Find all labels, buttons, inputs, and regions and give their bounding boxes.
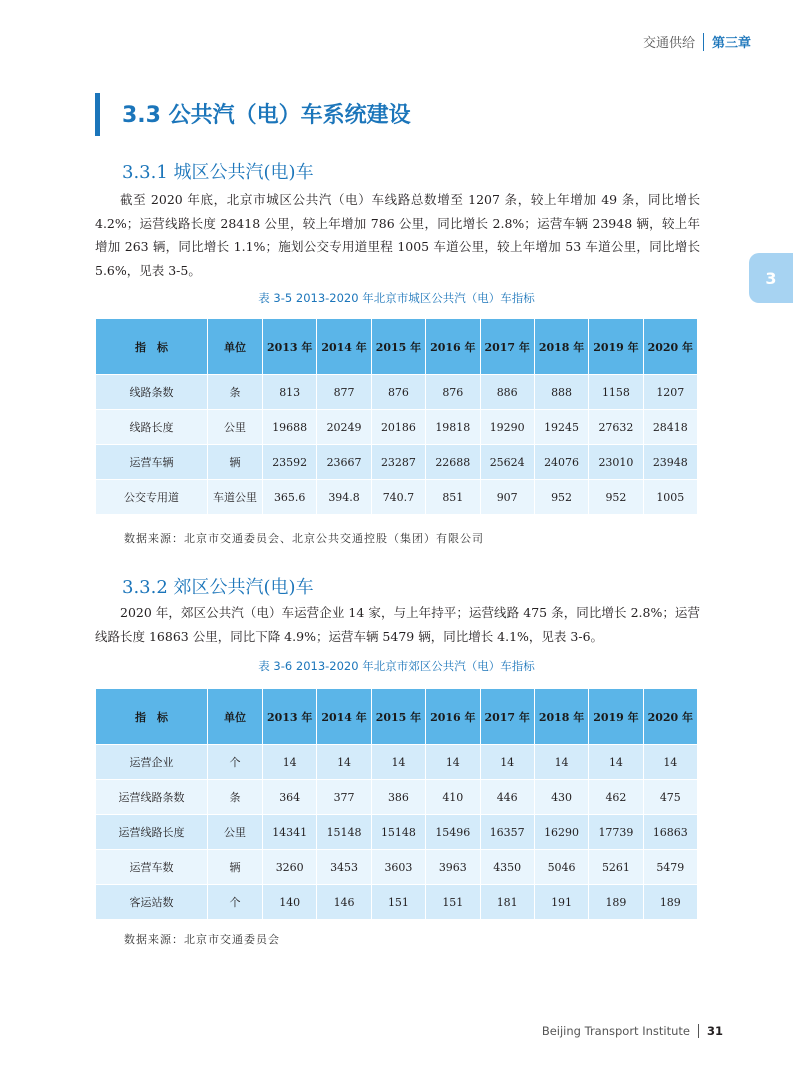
row-label: 公交专用道 bbox=[96, 480, 208, 515]
value-cell: 20249 bbox=[317, 410, 371, 445]
value-cell: 151 bbox=[371, 885, 425, 920]
column-header: 2015 年 bbox=[371, 319, 425, 375]
value-cell: 3603 bbox=[371, 850, 425, 885]
row-label: 线路条数 bbox=[96, 375, 208, 410]
chapter-label: 第三章 bbox=[711, 36, 751, 51]
value-cell: 5046 bbox=[534, 850, 588, 885]
table-row bbox=[96, 850, 698, 885]
value-cell: 907 bbox=[480, 480, 534, 515]
value-cell: 1158 bbox=[589, 375, 643, 410]
chapter-name: 交通供给 bbox=[642, 36, 695, 51]
page-header bbox=[643, 32, 751, 51]
value-cell: 1005 bbox=[643, 480, 697, 515]
value-cell: 5479 bbox=[643, 850, 697, 885]
table-row bbox=[96, 375, 698, 410]
value-cell: 3963 bbox=[426, 850, 480, 885]
value-cell: 15148 bbox=[317, 815, 371, 850]
table-row bbox=[96, 885, 698, 920]
value-cell: 386 bbox=[371, 780, 425, 815]
value-cell: 23010 bbox=[589, 445, 643, 480]
value-cell: 1207 bbox=[643, 375, 697, 410]
value-cell: 394.8 bbox=[317, 480, 371, 515]
urban-paragraph: 截至 2020 年底，北京市城区公共汽（电）车线路总数增至 1207 条，较上年增加 49 条，同比增长 4.2%；运营线路长度 28418 公里，较上年增加 786 公里，同比增长 2.8%；运营车辆 23948 辆，较上年增加 263 辆，同比增长 1.1%；施划公交专用道里程 1005 车道公里，较上年增加 53 车道公里，同比增长 5.6%，见表 3-5。 bbox=[95, 192, 700, 278]
column-header: 2017 年 bbox=[480, 319, 534, 375]
column-header: 2016 年 bbox=[426, 319, 480, 375]
value-cell: 16290 bbox=[534, 815, 588, 850]
value-cell: 14 bbox=[534, 745, 588, 780]
value-cell: 25624 bbox=[480, 445, 534, 480]
value-cell: 181 bbox=[480, 885, 534, 920]
value-cell: 23592 bbox=[263, 445, 317, 480]
column-header: 2016 年 bbox=[426, 689, 480, 745]
column-header: 2020 年 bbox=[643, 689, 697, 745]
column-header: 2014 年 bbox=[317, 319, 371, 375]
column-header: 2020 年 bbox=[643, 319, 697, 375]
value-cell: 851 bbox=[426, 480, 480, 515]
value-cell: 15148 bbox=[371, 815, 425, 850]
unit-cell: 车道公里 bbox=[208, 480, 263, 515]
value-cell: 3453 bbox=[317, 850, 371, 885]
table-3-6 bbox=[95, 688, 698, 920]
unit-cell: 个 bbox=[208, 745, 263, 780]
column-header: 2019 年 bbox=[589, 689, 643, 745]
value-cell: 888 bbox=[534, 375, 588, 410]
value-cell: 19818 bbox=[426, 410, 480, 445]
urban-data-source: 数据来源：北京市交通委员会、北京公共交通控股（集团）有限公司 bbox=[124, 532, 484, 545]
column-header: 2015 年 bbox=[371, 689, 425, 745]
value-cell: 813 bbox=[263, 375, 317, 410]
value-cell: 462 bbox=[589, 780, 643, 815]
footer-divider bbox=[698, 1024, 699, 1038]
unit-cell: 公里 bbox=[208, 815, 263, 850]
section-accent-bar bbox=[95, 93, 100, 136]
publisher-name: Beijing Transport Institute bbox=[541, 1024, 690, 1038]
header-divider bbox=[703, 33, 704, 51]
suburban-subsection-title: 3.3.2 郊区公共汽(电)车 bbox=[122, 577, 314, 598]
unit-cell: 条 bbox=[208, 780, 263, 815]
suburban-paragraph: 2020 年，郊区公共汽（电）车运营企业 14 家，与上年持平；运营线路 475 条，同比增长 2.8%；运营线路长度 16863 公里，同比下降 4.9%；运营车辆 5479 辆，同比增长 4.1%，见表 3-6。 bbox=[95, 605, 700, 644]
value-cell: 377 bbox=[317, 780, 371, 815]
value-cell: 16863 bbox=[643, 815, 697, 850]
value-cell: 151 bbox=[426, 885, 480, 920]
column-header: 指 标 bbox=[96, 689, 208, 745]
row-label: 运营线路条数 bbox=[96, 780, 208, 815]
value-cell: 19290 bbox=[480, 410, 534, 445]
table-row bbox=[96, 745, 698, 780]
row-label: 运营线路长度 bbox=[96, 815, 208, 850]
value-cell: 876 bbox=[426, 375, 480, 410]
row-label: 运营车数 bbox=[96, 850, 208, 885]
value-cell: 27632 bbox=[589, 410, 643, 445]
column-header: 2018 年 bbox=[534, 319, 588, 375]
column-header: 单位 bbox=[208, 689, 263, 745]
column-header: 2017 年 bbox=[480, 689, 534, 745]
unit-cell: 辆 bbox=[208, 850, 263, 885]
value-cell: 23667 bbox=[317, 445, 371, 480]
urban-subsection-title: 3.3.1 城区公共汽(电)车 bbox=[122, 162, 314, 183]
row-label: 运营企业 bbox=[96, 745, 208, 780]
value-cell: 952 bbox=[534, 480, 588, 515]
column-header: 2014 年 bbox=[317, 689, 371, 745]
column-header: 2013 年 bbox=[263, 689, 317, 745]
unit-cell: 条 bbox=[208, 375, 263, 410]
column-header: 单位 bbox=[208, 319, 263, 375]
value-cell: 410 bbox=[426, 780, 480, 815]
value-cell: 189 bbox=[643, 885, 697, 920]
value-cell: 14 bbox=[480, 745, 534, 780]
column-header: 2013 年 bbox=[263, 319, 317, 375]
value-cell: 15496 bbox=[426, 815, 480, 850]
value-cell: 14 bbox=[317, 745, 371, 780]
value-cell: 3260 bbox=[263, 850, 317, 885]
value-cell: 17739 bbox=[589, 815, 643, 850]
unit-cell: 辆 bbox=[208, 445, 263, 480]
value-cell: 14 bbox=[589, 745, 643, 780]
table-row bbox=[96, 780, 698, 815]
value-cell: 19688 bbox=[263, 410, 317, 445]
page-footer bbox=[542, 1024, 723, 1038]
value-cell: 20186 bbox=[371, 410, 425, 445]
section-title: 3.3 公共汽（电）车系统建设 bbox=[122, 103, 411, 128]
unit-cell: 公里 bbox=[208, 410, 263, 445]
value-cell: 19245 bbox=[534, 410, 588, 445]
value-cell: 952 bbox=[589, 480, 643, 515]
row-label: 运营车辆 bbox=[96, 445, 208, 480]
value-cell: 14341 bbox=[263, 815, 317, 850]
suburban-data-source: 数据来源：北京市交通委员会 bbox=[124, 933, 280, 946]
table-header-row bbox=[96, 689, 698, 745]
table-3-6-caption: 表 3-6 2013-2020 年北京市郊区公共汽（电）车指标 bbox=[258, 659, 535, 673]
unit-cell: 个 bbox=[208, 885, 263, 920]
value-cell: 146 bbox=[317, 885, 371, 920]
value-cell: 14 bbox=[263, 745, 317, 780]
value-cell: 14 bbox=[371, 745, 425, 780]
value-cell: 16357 bbox=[480, 815, 534, 850]
value-cell: 365.6 bbox=[263, 480, 317, 515]
value-cell: 140 bbox=[263, 885, 317, 920]
value-cell: 475 bbox=[643, 780, 697, 815]
table-row bbox=[96, 410, 698, 445]
value-cell: 189 bbox=[589, 885, 643, 920]
value-cell: 23948 bbox=[643, 445, 697, 480]
value-cell: 364 bbox=[263, 780, 317, 815]
value-cell: 740.7 bbox=[371, 480, 425, 515]
value-cell: 14 bbox=[426, 745, 480, 780]
table-header-row bbox=[96, 319, 698, 375]
value-cell: 446 bbox=[480, 780, 534, 815]
value-cell: 14 bbox=[643, 745, 697, 780]
row-label: 线路长度 bbox=[96, 410, 208, 445]
value-cell: 191 bbox=[534, 885, 588, 920]
table-row bbox=[96, 480, 698, 515]
column-header: 指 标 bbox=[96, 319, 208, 375]
table-3-5-caption: 表 3-5 2013-2020 年北京市城区公共汽（电）车指标 bbox=[258, 291, 535, 305]
value-cell: 28418 bbox=[643, 410, 697, 445]
value-cell: 877 bbox=[317, 375, 371, 410]
value-cell: 430 bbox=[534, 780, 588, 815]
value-cell: 876 bbox=[371, 375, 425, 410]
value-cell: 24076 bbox=[534, 445, 588, 480]
row-label: 客运站数 bbox=[96, 885, 208, 920]
column-header: 2019 年 bbox=[589, 319, 643, 375]
value-cell: 4350 bbox=[480, 850, 534, 885]
page-number: 31 bbox=[706, 1024, 723, 1038]
column-header: 2018 年 bbox=[534, 689, 588, 745]
chapter-tab: 3 bbox=[749, 253, 793, 303]
value-cell: 22688 bbox=[426, 445, 480, 480]
table-row bbox=[96, 445, 698, 480]
table-3-5 bbox=[95, 318, 698, 515]
table-row bbox=[96, 815, 698, 850]
value-cell: 886 bbox=[480, 375, 534, 410]
value-cell: 5261 bbox=[589, 850, 643, 885]
value-cell: 23287 bbox=[371, 445, 425, 480]
